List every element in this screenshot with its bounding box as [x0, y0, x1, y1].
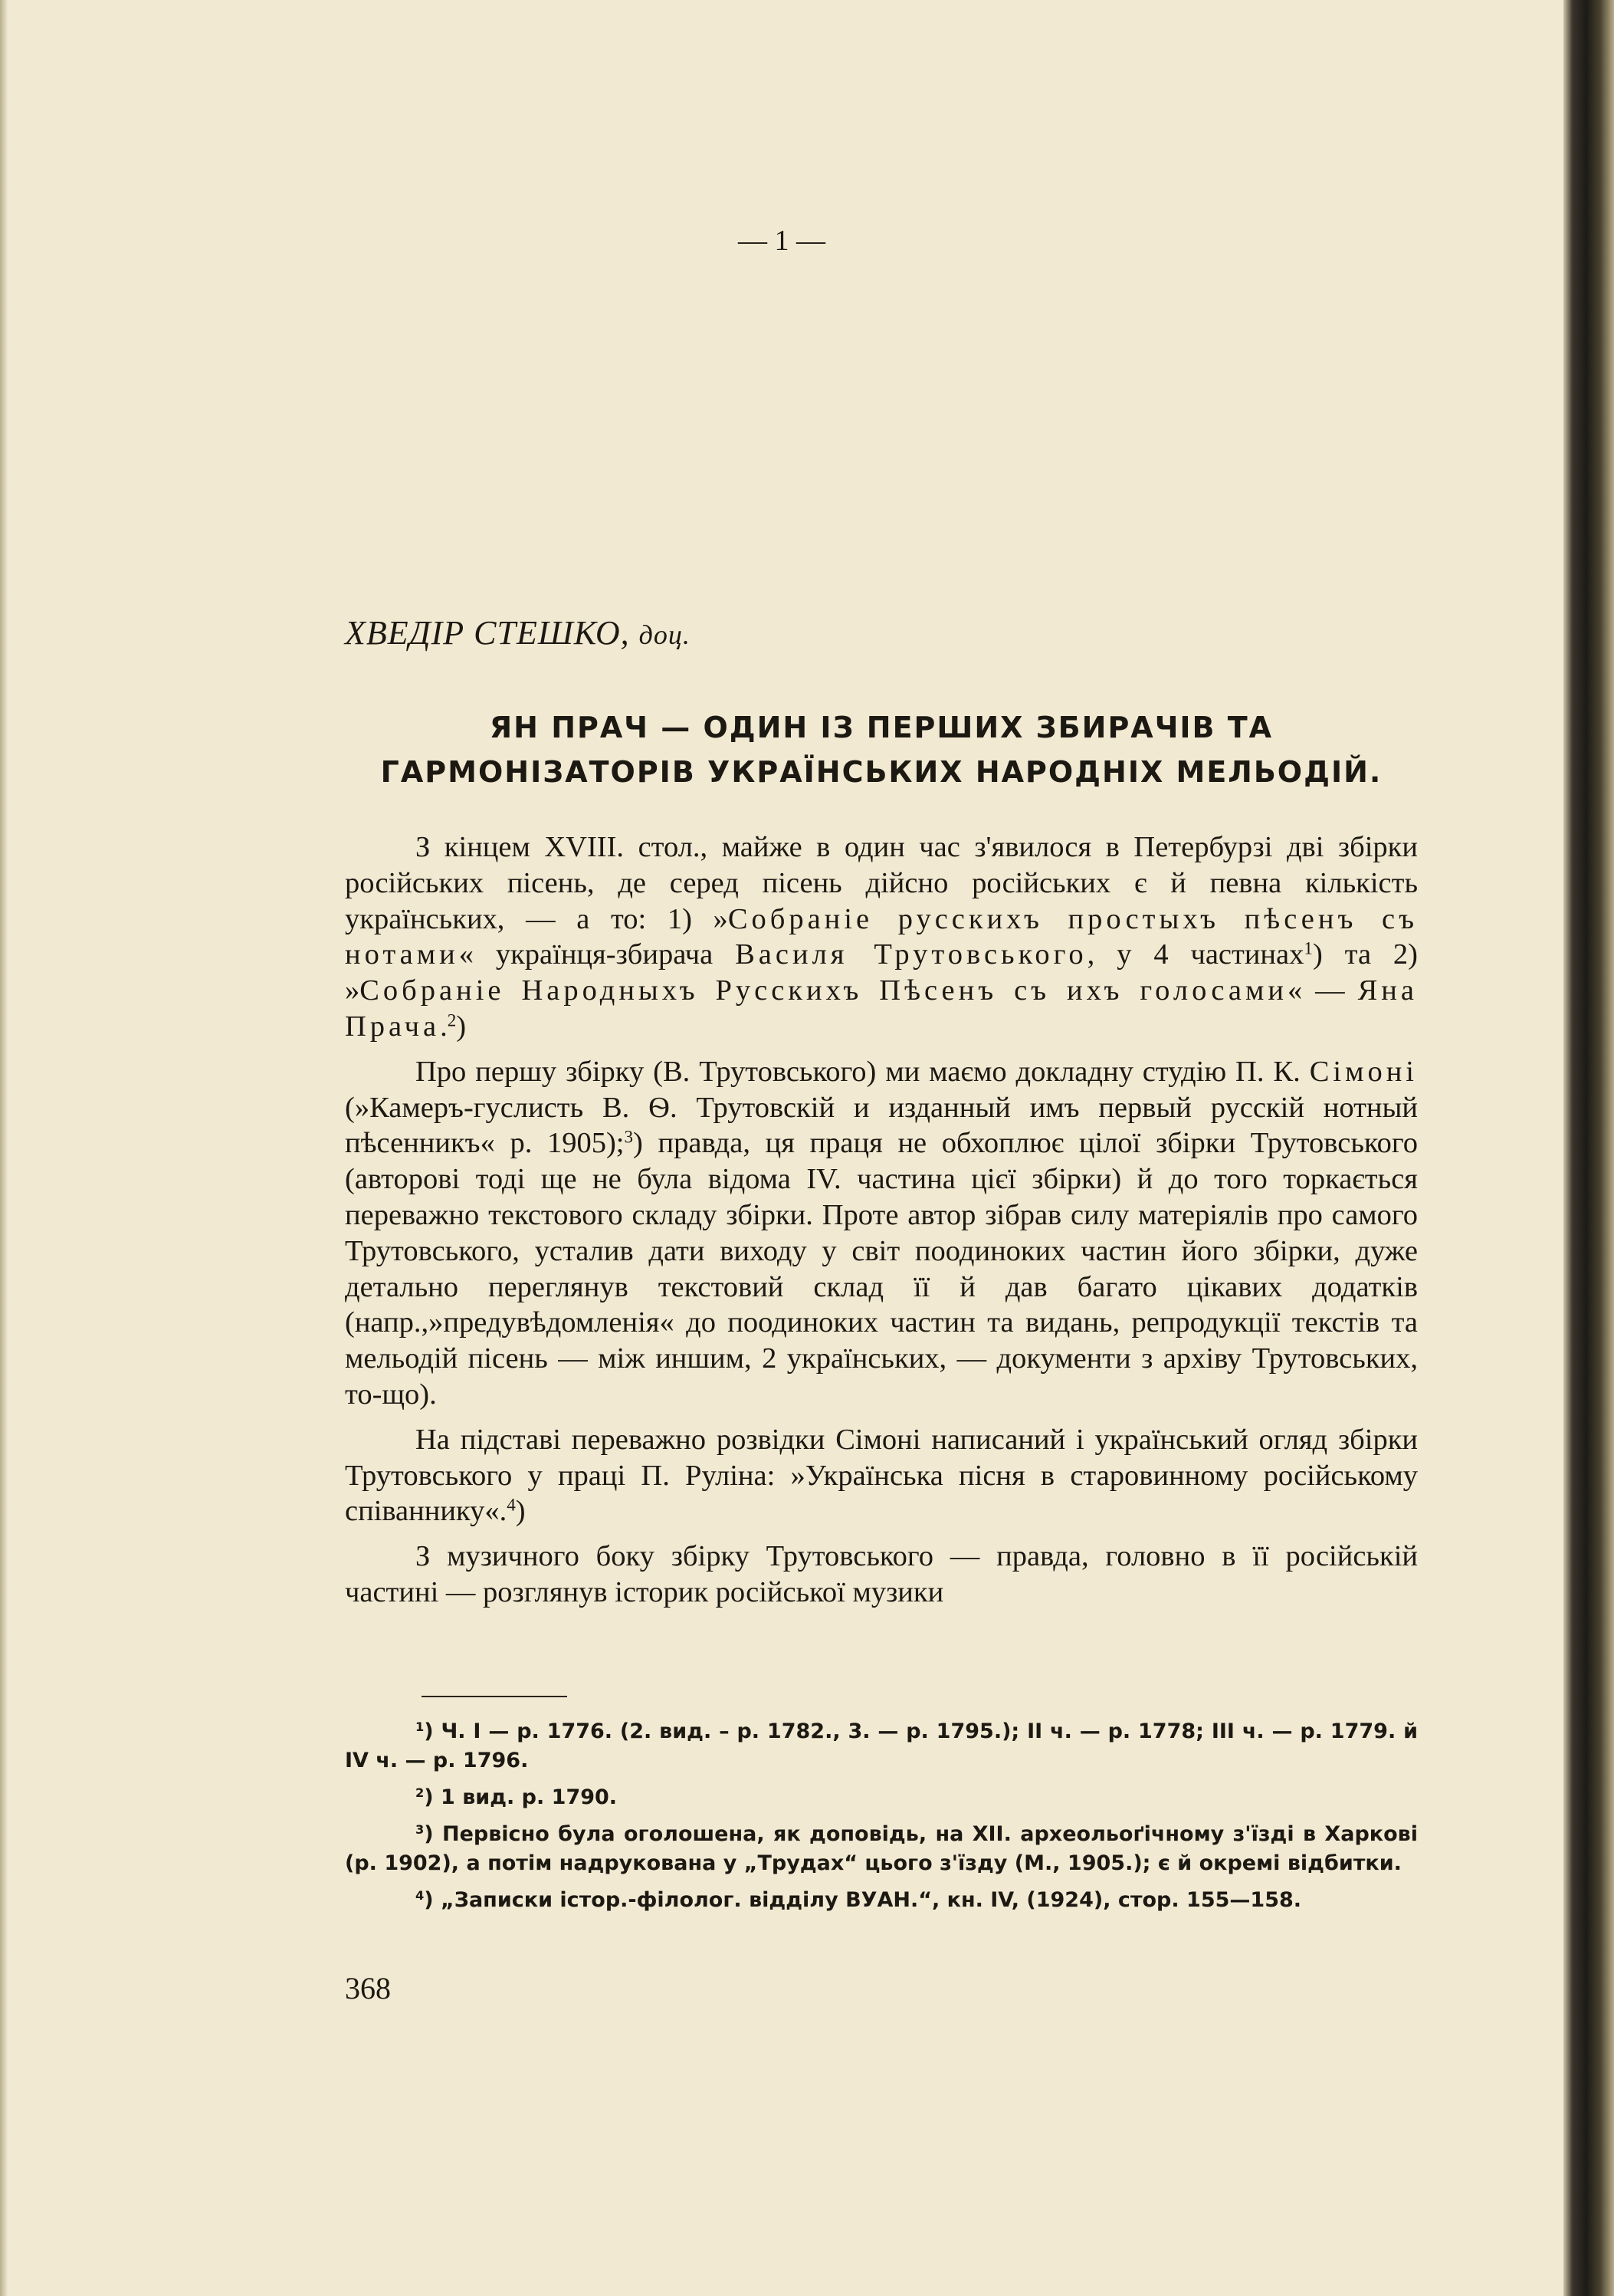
text-run: ) та 2) »: [345, 938, 1418, 1007]
text-run: « українця-збирача: [458, 938, 736, 971]
text-run: Про першу збірку (В. Трутовського) ми маємо докладну студію П. К.: [415, 1055, 1310, 1088]
footnote-text: Ч. І — р. 1776. (2. вид. – р. 1782., 3. — р. 1795.); ІІ ч. — р. 1778; ІІІ ч. — р. 1779. й IV ч. — р. 1796.: [345, 1720, 1418, 1772]
footnote-mark: 4: [415, 1888, 425, 1903]
footnote-ref: 3: [624, 1126, 634, 1147]
paragraph-2: [345, 1054, 1418, 1413]
article-body: [345, 829, 1418, 1620]
footnote-text: 1 вид. р. 1790.: [441, 1785, 618, 1809]
footnote-separator: [422, 1696, 567, 1697]
text-run: (»Камеръ-гуслисть В. Ѳ. Трутовскій и изданный имъ первый русскій нотный пѣсенникъ« р. 1905);: [345, 1091, 1418, 1160]
paragraph-3: [345, 1422, 1418, 1529]
author-name: ХВЕДІР СТЕШКО,: [345, 614, 630, 652]
book-binding-edge: [1563, 0, 1614, 2296]
text-run: ): [456, 1010, 467, 1043]
spaced-name: Сімоні: [1309, 1055, 1418, 1088]
footnote-ref: 2: [447, 1010, 457, 1030]
footnote-2: $^2$) 1 вид. р. 1790.: [415, 1785, 618, 1809]
footnote-mark: 2: [415, 1785, 425, 1801]
footnote-1: $^1$) Ч. І — р. 1776. (2. вид. – р. 1782., 3. — р. 1795.); ІІ ч. — р. 1778; ІІІ ч. — р. 1779. й IV ч. — р. 1796.: [345, 1720, 1418, 1772]
footnote-ref: 1: [1304, 938, 1313, 958]
page-marker: — 1 —: [738, 225, 825, 257]
text-run: .: [440, 1010, 448, 1043]
spaced-title: Собраніе русскихъ простыхъ пѣсенъ съ нотами: [345, 902, 1418, 971]
spaced-title: Собраніе Народныхъ Русскихъ Пѣсенъ съ ихъ голосами: [359, 974, 1288, 1007]
spaced-name: Василя Трутовського: [735, 938, 1087, 971]
author-line: [345, 613, 691, 652]
footnote-text: „Записки істор.-філолог. відділу ВУАН.“, кн. IV, (1924), стор. 155—158.: [441, 1888, 1302, 1912]
paragraph-1: [345, 829, 1418, 1045]
footnote-4: $^4$) „Записки істор.-філолог. відділу ВУАН.“, кн. IV, (1924), стор. 155—158.: [415, 1888, 1302, 1912]
footnote-ref: 4: [507, 1494, 516, 1515]
footnote-3: $^3$) Первісно була оголошена, як доповідь, на XII. археольоґічному з'їзді в Харкові (р. 1902), а потім надрукована у „Трудах“ цього з'їзду (М., 1905.); є й окремі відбитки.: [345, 1822, 1418, 1875]
footnote-mark: 1: [415, 1720, 425, 1735]
footnote-mark: 3: [415, 1822, 425, 1838]
left-page-edge: [0, 0, 8, 2296]
spaced-name: Яна Прача: [345, 974, 1418, 1043]
author-degree: доц.: [638, 619, 691, 650]
footnote-text: Первісно була оголошена, як доповідь, на XII. археольоґічному з'їзді в Харкові (р. 1902), а потім надрукована у „Трудах“ цього з'їзду (М., 1905.); є й окремі відбитки.: [345, 1822, 1418, 1875]
text-run: , у 4 частинах: [1087, 938, 1304, 971]
page-number: 368: [345, 1971, 391, 2005]
text-run: З кінцем XVIII. стол., майже в один час з'явилося в Петербурзі дві збірки російських пісень, де серед пісень дійсно російських є й певна кількість українських, — а то: 1) »: [345, 831, 1418, 935]
paragraph-4: З музичного боку збірку Трутовського — правда, головно в її російській частині — розглянув історик російської музики: [345, 1540, 1418, 1608]
article-title: ЯН ПРАЧ — ОДИН ІЗ ПЕРШИХ ЗБИРАЧІВ ТА ГАРМОНІЗАТОРІВ УКРАЇНСЬКИХ НАРОДНІХ МЕЛЬОДІЙ.: [380, 711, 1383, 789]
text-run: « —: [1287, 974, 1358, 1007]
text-run: ) правда, ця праця не обхоплює цілої збірки Трутовського (авторові тоді ще не була відома IV. частина цієї збірки) й до того торкається переважно текстового складу збірки. Проте автор зібрав силу матеріялів про самого Трутовського, усталив дати виходу у світ поодиноких частин його збірки, дуже детально переглянув текстовий склад її й дав багато цікавих додатків (напр.,»предувѣдомленія« до поодиноких частин та видань, репродукції текстів та мельодій пісень — між иншим, 2 українських, — документи з архіву Трутовських, то-що).: [345, 1127, 1418, 1411]
text-run: ): [515, 1495, 526, 1528]
footnotes: [345, 1717, 1418, 1923]
text-run: На підставі переважно розвідки Сімоні написаний і український огляд збірки Трутовського у праці П. Руліна: »Українська пісня в старовинному російському співаннику«.: [345, 1423, 1418, 1528]
